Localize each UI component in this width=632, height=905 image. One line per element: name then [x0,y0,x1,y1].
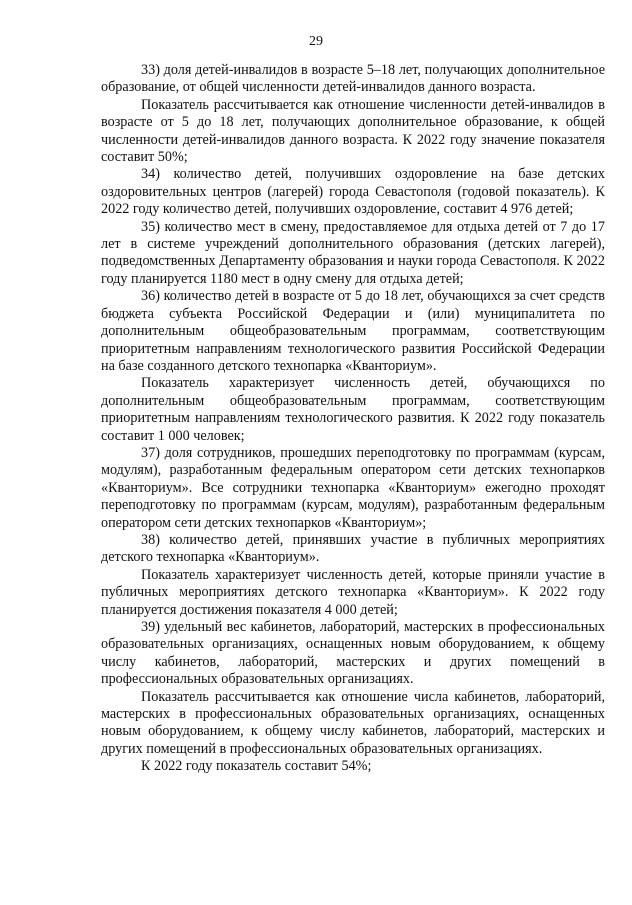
paragraph-indicator-33: 33) доля детей-инвалидов в возрасте 5–18 лет, получающих дополнительное образование, от общей численности детей-инвалидов данного возраста. [101,62,605,96]
paragraph-indicator-36-description: Показатель характеризует численность детей, обучающихся по дополнительным общеобразовательным программам, соответствующим приоритетным направлениям технологического развития. К 2022 году показатель составит 1 000 человек; [101,375,605,444]
paragraph-indicator-33-calculation: Показатель рассчитывается как отношение численности детей-инвалидов в возрасте от 5 до 18 лет, получающих дополнительное образование, к общей численности детей-инвалидов данного возраста. К 2022 году значение показателя составит 50%; [101,96,605,166]
paragraph-indicator-36: 36) количество детей в возрасте от 5 до 18 лет, обучающихся за счет средств бюджета субъекта Российской Федерации и (или) муниципалитета по дополнительным общеобразовательным программам, соответствующим приоритетным направлениям технологического развития Российской Федерации на базе созданного детского технопарка «Кванториум». [101,288,605,374]
paragraph-indicator-37: 37) доля сотрудников, прошедших переподготовку по программам (курсам, модулям), разработанным федеральным оператором сети детских технопарков «Кванториум». Все сотрудники технопарка «Кванториум» ежегодно проходят переподготовку по программам (курсам, модулям), разработанным федеральным оператором сети детских технопарков «Кванториум»; [101,444,605,531]
paragraph-indicator-39-calculation: Показатель рассчитывается как отношение числа кабинетов, лабораторий, мастерских в профессиональных образовательных организациях, оснащенных новым оборудованием, к общему числу кабинетов, лабораторий, мастерских и других помещений в профессиональных образовательных организациях. [101,688,605,757]
paragraph-indicator-39: 39) удельный вес кабинетов, лабораторий, мастерских в профессиональных образовательных организациях, оснащенных новым оборудованием, к общему числу кабинетов, лабораторий, мастерских и других помещений в профессиональных образовательных организациях. [101,619,605,688]
page-number: 29 [309,34,323,49]
document-body [101,62,605,776]
paragraph-indicator-38-description: Показатель характеризует численность детей, которые приняли участие в публичных мероприятиях детского технопарка «Кванториум». К 2022 году планируется достижения показателя 4 000 детей; [101,566,605,618]
paragraph-indicator-38: 38) количество детей, принявших участие в публичных мероприятиях детского технопарка «Кванториум». [101,531,605,566]
paragraph-indicator-34: 34) количество детей, получивших оздоровление на базе детских оздоровительных центров (лагерей) города Севастополя (годовой показатель). К 2022 году количество детей, получивших оздоровление, составит 4 976 детей; [101,166,605,218]
paragraph-indicator-35: 35) количество мест в смену, предоставляемое для отдыха детей от 7 до 17 лет в системе учреждений дополнительного образования (детских лагерей), подведомственных Департаменту образования и науки города Севастополя. К 2022 году планируется 1180 мест в одну смену для отдыха детей; [101,218,605,287]
paragraph-indicator-39-target: К 2022 году показатель составит 54%; [141,758,372,775]
